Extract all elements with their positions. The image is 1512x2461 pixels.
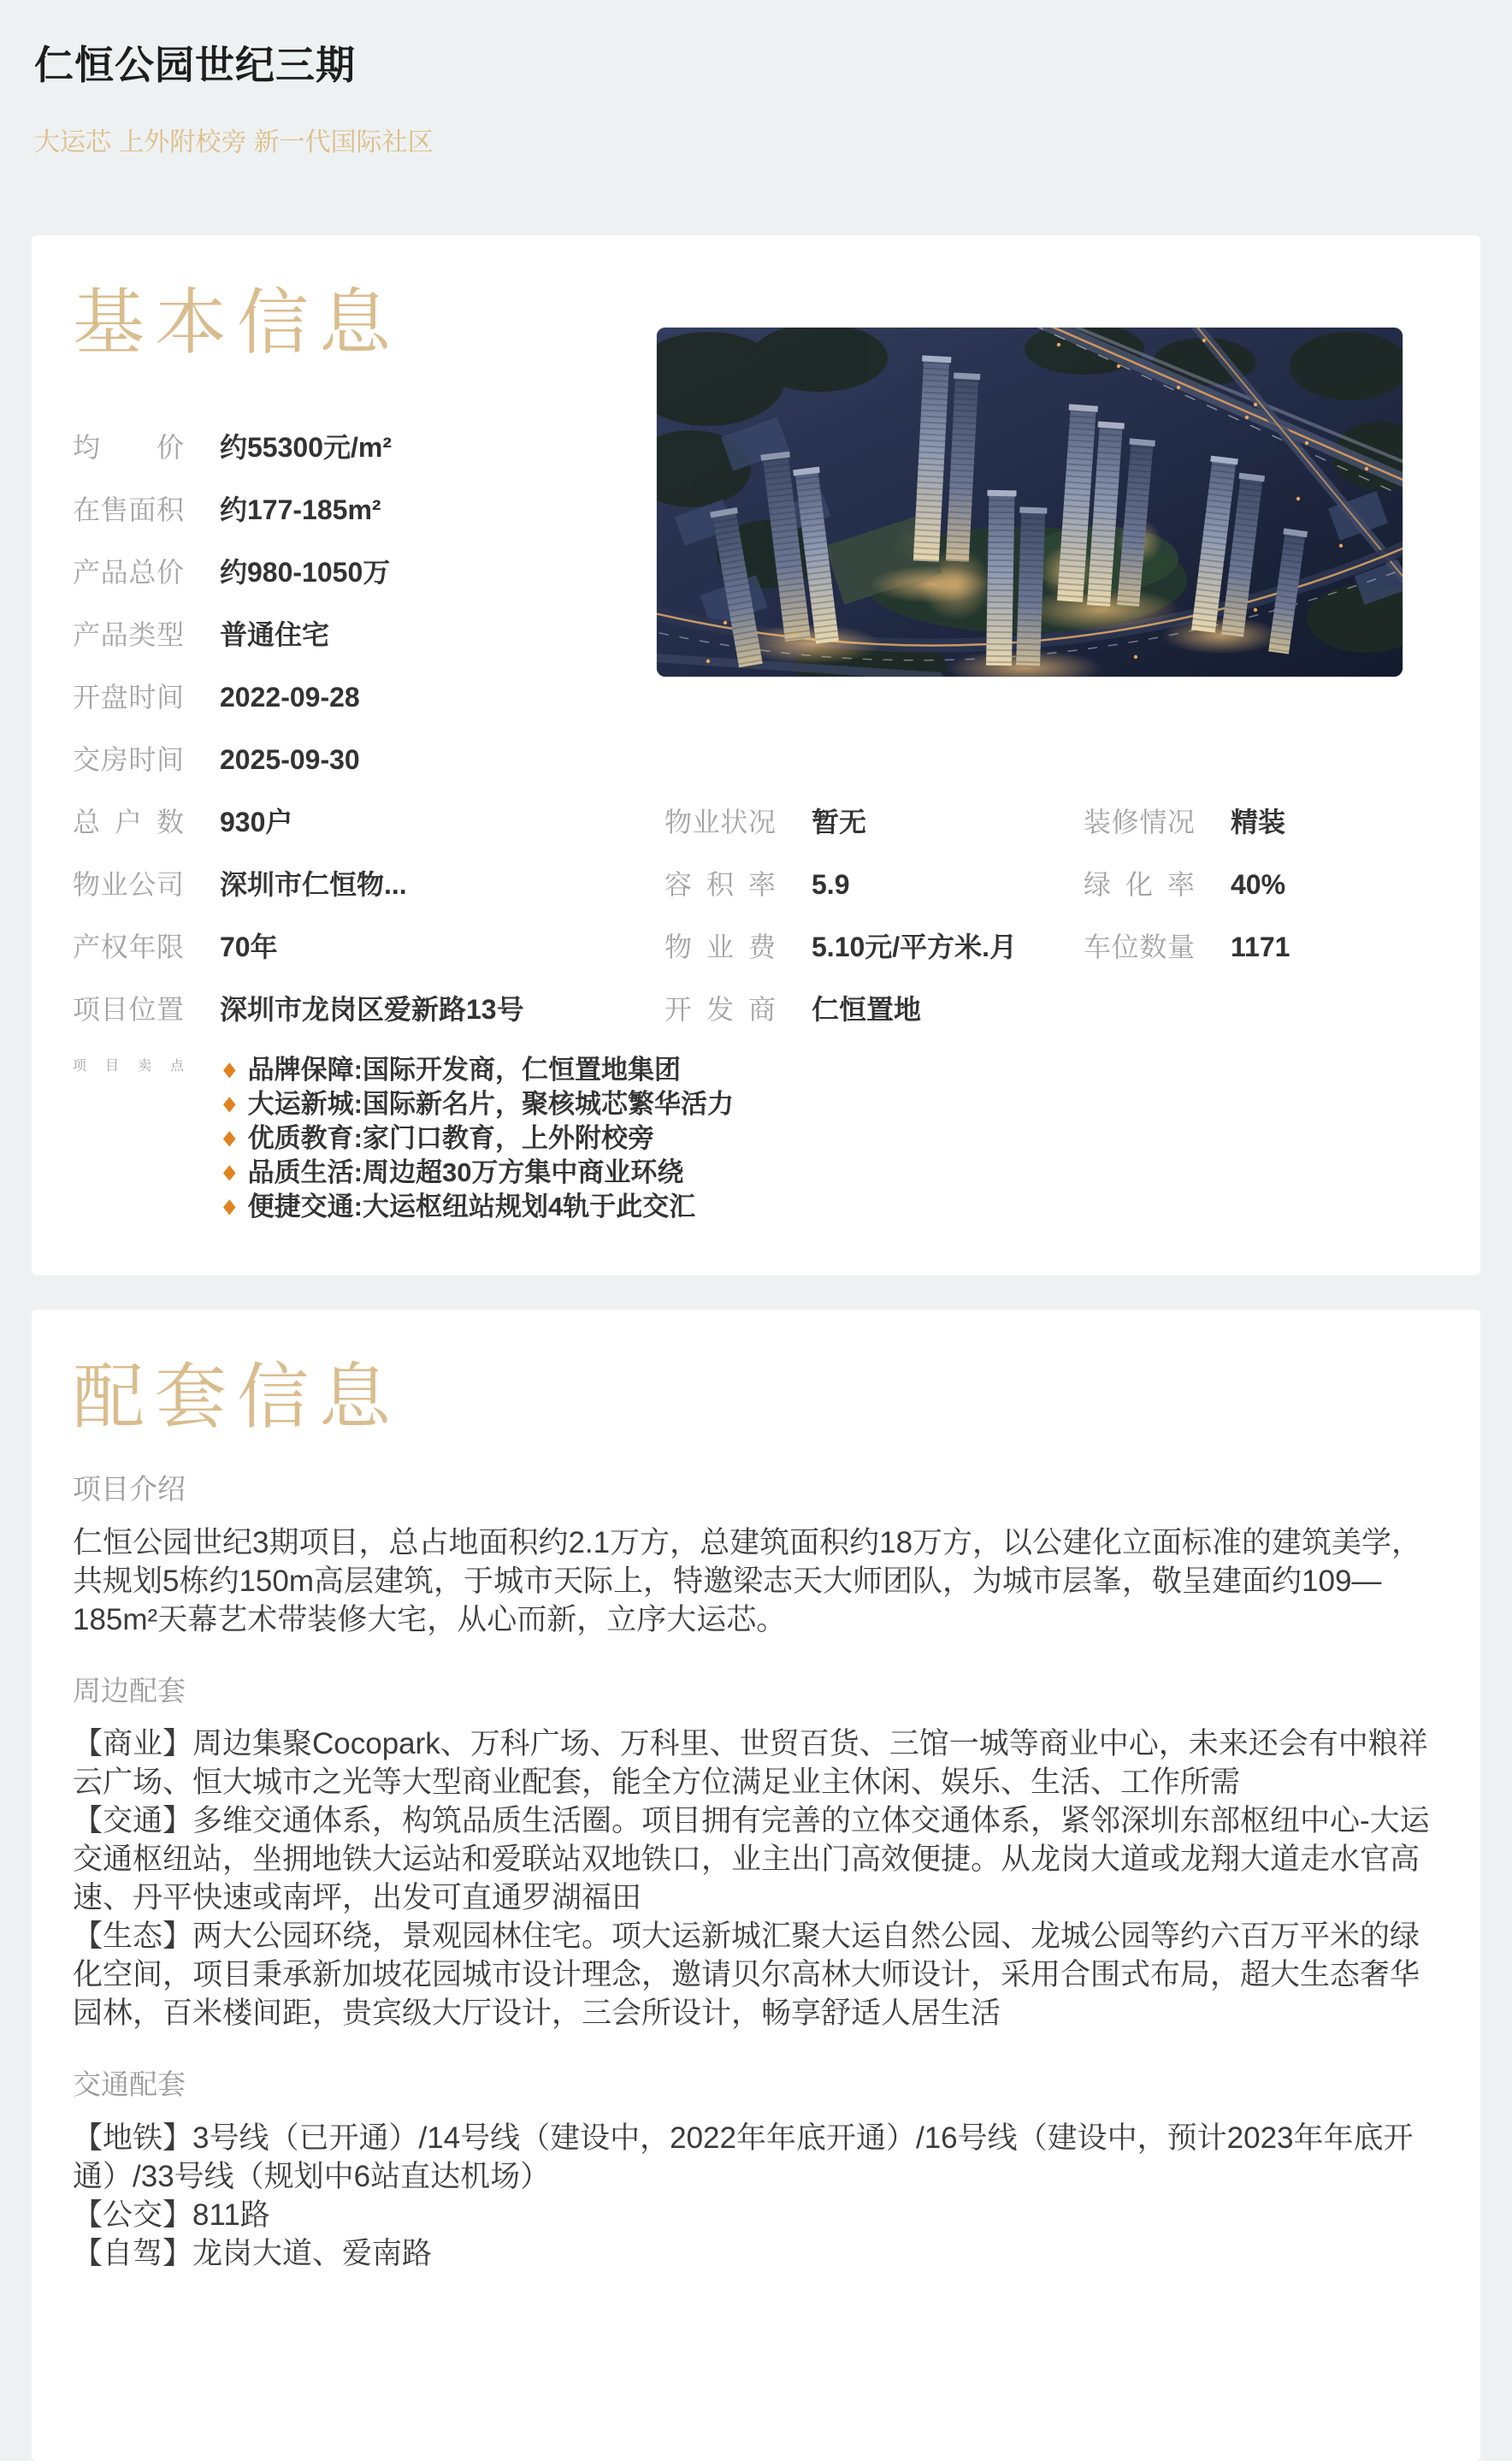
page-subtitle: 大运芯 上外附校旁 新一代国际社区 xyxy=(34,127,434,157)
selling-point-item xyxy=(220,1121,734,1156)
field-label: 开发商 xyxy=(664,994,776,1026)
info-field xyxy=(73,678,654,716)
field-value: 1171 xyxy=(1231,932,1291,963)
field-value: 精装 xyxy=(1231,807,1286,838)
info-grid-cell xyxy=(73,866,664,903)
info-grid-cell xyxy=(73,991,664,1028)
basic-info-section-title: 基本信息 xyxy=(73,281,402,363)
selling-point-item xyxy=(220,1087,734,1121)
amenity-block-heading: 周边配套 xyxy=(73,1674,186,1707)
info-grid-row xyxy=(73,803,1439,841)
info-grid-cell xyxy=(1084,866,1439,903)
field-label: 在售面积 xyxy=(73,494,184,526)
info-field xyxy=(664,928,1084,966)
info-grid-row xyxy=(73,991,1439,1028)
project-aerial-render-image xyxy=(657,328,1403,677)
info-field xyxy=(73,991,664,1028)
info-field xyxy=(73,928,664,966)
field-label: 绿化率 xyxy=(1084,869,1195,901)
info-grid-cell xyxy=(664,866,1084,903)
field-label: 车位数量 xyxy=(1084,932,1195,963)
field-value: 暂无 xyxy=(812,807,867,838)
info-grid-cell xyxy=(664,803,1084,841)
diamond-bullet-icon: ◆ xyxy=(223,1092,236,1115)
info-grid-row xyxy=(73,928,1439,966)
field-value: 70年 xyxy=(220,932,278,963)
amenity-paragraph: 【商业】周边集聚Cocopark、万科广场、万科里、世贸百货、三馆一城等商业中心，未来还会有中粮祥云广场、恒大城市之光等大型商业配套，能全方位满足业主休闲、娱乐、生活、工作所需 xyxy=(73,1727,1428,1800)
basic-info-fields-left xyxy=(73,429,654,778)
amenity-block-paragraphs xyxy=(73,1724,1439,2032)
info-field xyxy=(73,741,654,778)
selling-point-item xyxy=(220,1053,734,1087)
info-field xyxy=(1084,866,1439,903)
info-grid-cell xyxy=(1084,928,1439,966)
field-value: 5.10元/平方米.月 xyxy=(812,932,1018,963)
field-value: 普通住宅 xyxy=(220,619,330,651)
info-field xyxy=(664,991,1084,1028)
diamond-bullet-icon: ◆ xyxy=(223,1195,236,1218)
info-field xyxy=(1084,803,1439,841)
field-label: 容积率 xyxy=(664,869,776,901)
selling-point-text: 品质生活:周边超30万方集中商业环绕 xyxy=(247,1157,684,1188)
field-value: 约980-1050万 xyxy=(220,557,391,589)
selling-points-list xyxy=(220,1053,734,1224)
field-value: 约55300元/m² xyxy=(220,432,392,464)
field-value: 深圳市仁恒物... xyxy=(220,869,407,901)
info-grid-cell xyxy=(1084,803,1439,841)
info-grid-row xyxy=(73,866,1439,903)
field-value: 5.9 xyxy=(812,869,850,901)
field-value: 仁恒置地 xyxy=(812,994,922,1026)
field-label: 总户数 xyxy=(73,807,184,838)
selling-point-text: 便捷交通:大运枢纽站规划4轨于此交汇 xyxy=(247,1192,696,1222)
amenities-section-title: 配套信息 xyxy=(73,1357,402,1438)
field-label: 产品类型 xyxy=(73,619,184,651)
aerial-night-render-graphic xyxy=(657,328,1403,677)
field-value: 深圳市龙岗区爱新路13号 xyxy=(220,994,524,1026)
page-title: 仁恒公园世纪三期 xyxy=(34,43,356,87)
info-field xyxy=(664,803,1084,841)
amenity-paragraph: 【生态】两大公园环绕，景观园林住宅。项大运新城汇聚大运自然公园、龙城公园等约六百万平米的绿化空间，项目秉承新加坡花园城市设计理念，邀请贝尔高林大师设计，采用合围式布局，超大生态奢华园林，百米楼间距，贵宾级大厅设计，三会所设计，畅享舒适人居生活 xyxy=(73,1920,1420,2031)
field-value: 2022-09-28 xyxy=(220,682,360,713)
field-label: 物业公司 xyxy=(73,869,184,901)
field-label: 产权年限 xyxy=(73,932,184,963)
selling-point-text: 大运新城:国际新名片，聚核城芯繁华活力 xyxy=(247,1089,734,1120)
field-label: 项目位置 xyxy=(73,994,184,1026)
field-label: 物业费 xyxy=(664,932,776,963)
selling-point-text: 优质教育:家门口教育，上外附校旁 xyxy=(247,1123,654,1154)
info-grid-cell xyxy=(664,991,1084,1028)
field-label: 开盘时间 xyxy=(73,682,184,713)
amenity-block-paragraphs xyxy=(73,2119,1439,2273)
info-grid-cell xyxy=(664,928,1084,966)
selling-point-item xyxy=(220,1190,734,1224)
field-label: 均价 xyxy=(73,432,184,464)
field-label: 装修情况 xyxy=(1084,807,1195,838)
info-field xyxy=(73,616,654,654)
amenity-paragraph: 【自驾】龙岗大道、爱南路 xyxy=(73,2237,433,2271)
amenity-paragraph: 【交通】多维交通体系，构筑品质生活圈。项目拥有完善的立体交通体系，紧邻深圳东部枢纽中心-大运交通枢纽站，坐拥地铁大运站和爱联站双地铁口，业主出门高效便捷。从龙岗大道或龙翔大道走水官高速、丹平快速或南坪，出发可直通罗湖福田 xyxy=(73,1804,1430,1915)
field-value: 930户 xyxy=(220,807,293,838)
amenity-paragraph: 【公交】811路 xyxy=(73,2198,270,2233)
amenity-paragraph: 【地铁】3号线（已开通）/14号线（建设中，2022年年底开通）/16号线（建设中，预计2023年年底开通）/33号线（规划中6站直达机场） xyxy=(73,2121,1414,2194)
info-field xyxy=(73,866,664,903)
info-field xyxy=(73,491,654,529)
field-label: 产品总价 xyxy=(73,557,184,589)
info-field xyxy=(73,553,654,591)
basic-info-card xyxy=(32,235,1480,1275)
selling-points-label: 项目卖点 xyxy=(73,1059,184,1074)
info-grid-cell xyxy=(73,803,664,841)
info-field xyxy=(664,866,1084,903)
selling-point-text: 品牌保障:国际开发商，仁恒置地集团 xyxy=(247,1055,681,1086)
field-value: 约177-185m² xyxy=(220,494,381,526)
page-header xyxy=(0,0,1512,158)
info-field xyxy=(73,429,654,466)
amenities-blocks xyxy=(73,1471,1439,2274)
selling-point-item xyxy=(220,1156,734,1190)
amenities-card xyxy=(32,1310,1480,2461)
amenity-paragraph: 仁恒公园世纪3期项目，总占地面积约2.1万方，总建筑面积约18万方，以公建化立面标准的建筑美学，共规划5栋约150m高层建筑，于城市天际上，特邀梁志天大师团队，为城市层峯，敬呈建面约109—185m²天幕艺术带装修大宅，从心而新，立序大运芯。 xyxy=(73,1525,1422,1636)
diamond-bullet-icon: ◆ xyxy=(223,1058,236,1081)
info-grid-cell xyxy=(73,928,664,966)
field-value: 2025-09-30 xyxy=(220,744,360,776)
field-label: 物业状况 xyxy=(664,807,776,838)
field-value: 40% xyxy=(1231,869,1286,901)
info-field xyxy=(1084,928,1439,966)
info-field xyxy=(73,803,664,841)
amenity-block-paragraphs xyxy=(73,1523,1439,1639)
amenity-block-heading: 交通配套 xyxy=(73,2068,186,2101)
basic-info-grid-rows xyxy=(73,803,1439,1028)
amenity-block-heading: 项目介绍 xyxy=(73,1472,186,1505)
diamond-bullet-icon: ◆ xyxy=(223,1127,236,1150)
field-label: 交房时间 xyxy=(73,744,184,776)
selling-points-row xyxy=(73,1053,1439,1224)
diamond-bullet-icon: ◆ xyxy=(223,1161,236,1184)
